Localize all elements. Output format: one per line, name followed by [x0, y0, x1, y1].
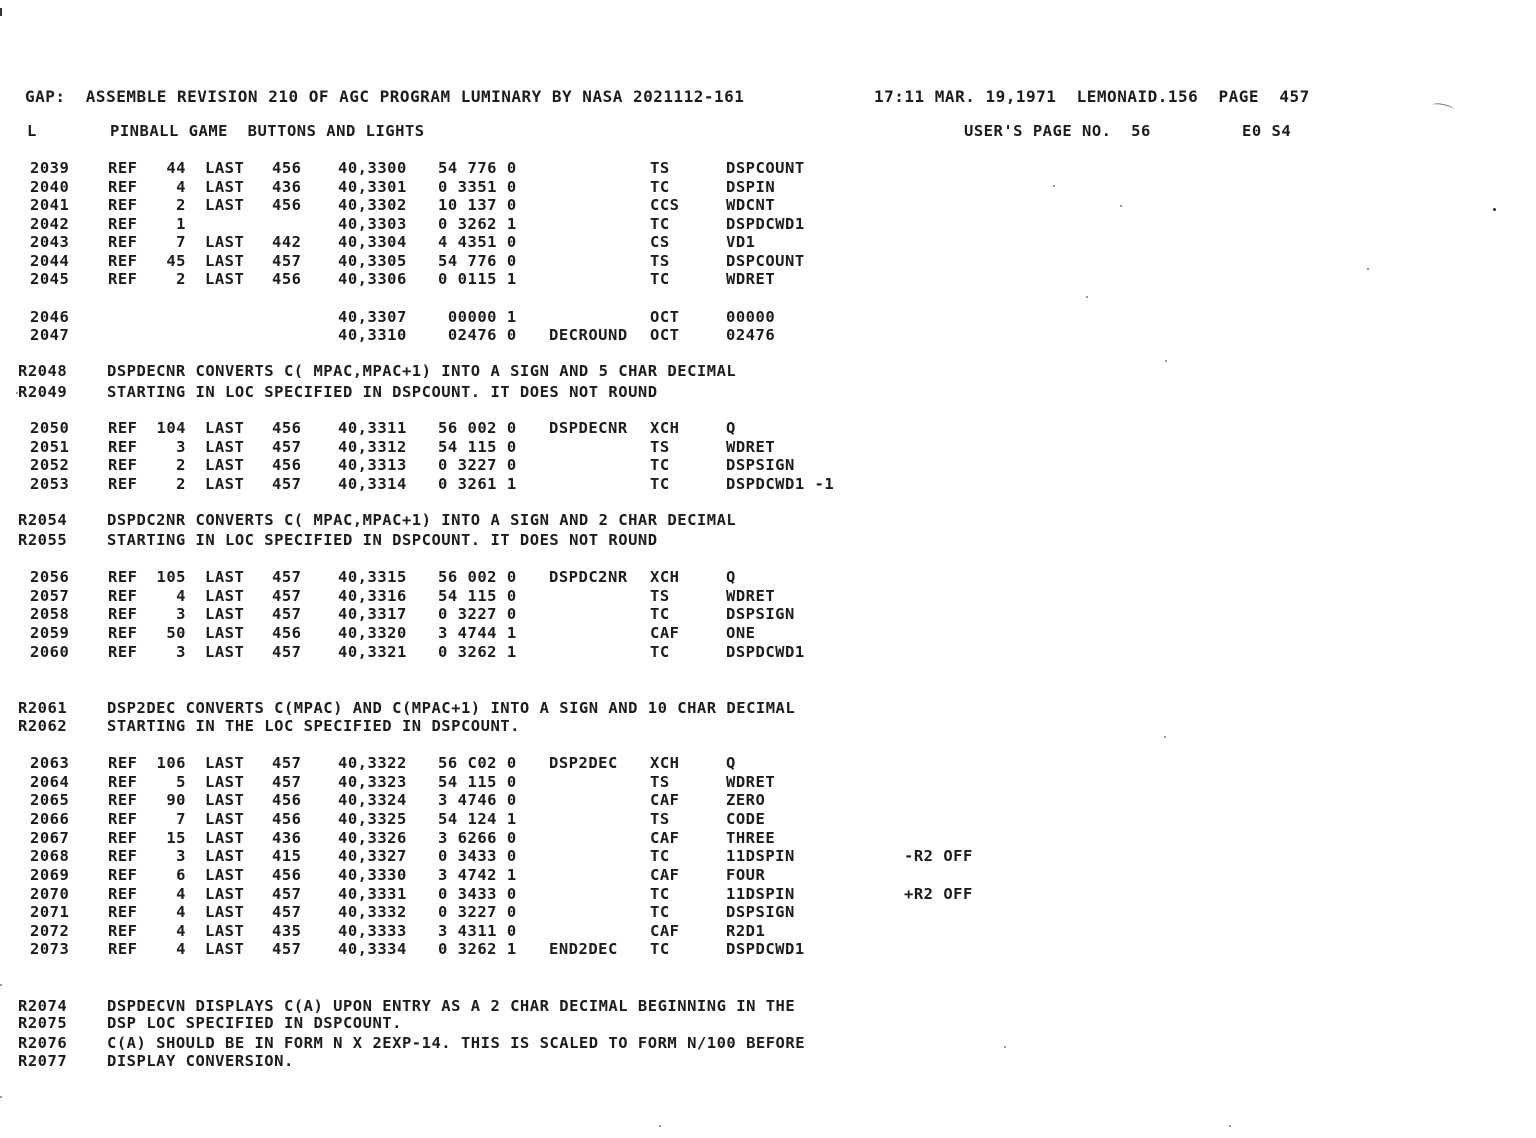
- header-section-title: PINBALL GAME BUTTONS AND LIGHTS: [110, 122, 425, 140]
- line-number: R2061: [18, 699, 68, 717]
- header-date-page: 17:11 MAR. 19,1971 LEMONAID.156 PAGE 457: [874, 87, 1310, 106]
- ref-count: 45: [166, 252, 186, 270]
- last-page: 456: [272, 196, 302, 214]
- ref-keyword: REF: [108, 196, 138, 214]
- line-number: 2056: [30, 568, 70, 586]
- octal-code: 0 3261 1: [438, 475, 517, 493]
- opcode: CAF: [650, 829, 680, 847]
- last-page: 457: [272, 252, 302, 270]
- last-page: 457: [272, 475, 302, 493]
- ref-keyword: REF: [108, 829, 138, 847]
- line-number: 2069: [30, 866, 70, 884]
- last-keyword: LAST: [205, 903, 245, 921]
- last-page: 456: [272, 159, 302, 177]
- octal-code: 54 124 1: [438, 810, 517, 828]
- line-number: 2042: [30, 215, 70, 233]
- operand: DSPDCWD1: [726, 643, 805, 661]
- last-page: 435: [272, 922, 302, 940]
- ref-keyword: REF: [108, 847, 138, 865]
- operand: DSPSIGN: [726, 605, 795, 623]
- opcode: TC: [650, 940, 670, 958]
- octal-code: 00000 1: [438, 308, 517, 326]
- last-keyword: LAST: [205, 866, 245, 884]
- octal-code: 56 002 0: [438, 419, 517, 437]
- ref-keyword: REF: [108, 270, 138, 288]
- line-number: R2054: [18, 511, 68, 529]
- address: 40,3333: [338, 922, 407, 940]
- last-page: 456: [272, 419, 302, 437]
- address: 40,3317: [338, 605, 407, 623]
- octal-code: 54 776 0: [438, 252, 517, 270]
- opcode: OCT: [650, 326, 680, 344]
- symbol-label: DECROUND: [549, 326, 628, 344]
- ref-count: 4: [176, 885, 186, 903]
- octal-code: 56 002 0: [438, 568, 517, 586]
- opcode: TC: [650, 215, 670, 233]
- last-keyword: LAST: [205, 791, 245, 809]
- ref-keyword: REF: [108, 159, 138, 177]
- last-keyword: LAST: [205, 847, 245, 865]
- line-number: 2043: [30, 233, 70, 251]
- operand: 11DSPIN: [726, 847, 795, 865]
- line-number: R2076: [18, 1034, 68, 1052]
- line-number: 2045: [30, 270, 70, 288]
- opcode: TC: [650, 605, 670, 623]
- operand: ONE: [726, 624, 756, 642]
- ref-count: 7: [176, 233, 186, 251]
- line-number: 2041: [30, 196, 70, 214]
- scan-speck: [1367, 268, 1369, 270]
- opcode: TC: [650, 475, 670, 493]
- operand: DSPSIGN: [726, 456, 795, 474]
- symbol-label: END2DEC: [549, 940, 618, 958]
- ref-keyword: REF: [108, 791, 138, 809]
- opcode: XCH: [650, 419, 680, 437]
- operand: WDRET: [726, 270, 776, 288]
- ref-keyword: REF: [108, 866, 138, 884]
- address: 40,3301: [338, 178, 407, 196]
- line-number: R2074: [18, 997, 68, 1015]
- operand: FOUR: [726, 866, 766, 884]
- scan-speck: [1229, 1125, 1231, 1127]
- last-page: 456: [272, 456, 302, 474]
- line-number: 2040: [30, 178, 70, 196]
- ref-keyword: REF: [108, 419, 138, 437]
- opcode: TC: [650, 903, 670, 921]
- address: 40,3330: [338, 866, 407, 884]
- ref-keyword: REF: [108, 475, 138, 493]
- last-page: 456: [272, 270, 302, 288]
- ref-keyword: REF: [108, 252, 138, 270]
- opcode: CAF: [650, 866, 680, 884]
- line-number: 2057: [30, 587, 70, 605]
- operand: Q: [726, 754, 736, 772]
- scan-speck: [1086, 296, 1088, 298]
- opcode: TS: [650, 773, 670, 791]
- ref-count: 3: [176, 438, 186, 456]
- opcode: CAF: [650, 922, 680, 940]
- ref-count: 3: [176, 605, 186, 623]
- octal-code: 0 3227 0: [438, 605, 517, 623]
- ref-count: 104: [156, 419, 186, 437]
- operand: Q: [726, 568, 736, 586]
- line-number: 2046: [30, 308, 70, 326]
- last-keyword: LAST: [205, 773, 245, 791]
- ref-keyword: REF: [108, 643, 138, 661]
- comment: +R2 OFF: [904, 885, 973, 903]
- last-page: 457: [272, 438, 302, 456]
- ref-count: 4: [176, 940, 186, 958]
- last-keyword: LAST: [205, 196, 245, 214]
- line-number: 2039: [30, 159, 70, 177]
- operand: WDRET: [726, 438, 776, 456]
- last-keyword: LAST: [205, 624, 245, 642]
- address: 40,3324: [338, 791, 407, 809]
- header-assembly-line: GAP: ASSEMBLE REVISION 210 OF AGC PROGRAM LUMINARY BY NASA 2021112-161: [25, 87, 745, 106]
- scan-speck: [1165, 360, 1167, 362]
- opcode: OCT: [650, 308, 680, 326]
- last-page: 456: [272, 624, 302, 642]
- ref-count: 4: [176, 587, 186, 605]
- scan-speck: [16, 392, 18, 394]
- opcode: TS: [650, 587, 670, 605]
- opcode: TS: [650, 159, 670, 177]
- ref-count: 2: [176, 456, 186, 474]
- line-number: R2048: [18, 362, 68, 380]
- ref-keyword: REF: [108, 624, 138, 642]
- octal-code: 0 3433 0: [438, 885, 517, 903]
- ref-keyword: REF: [108, 605, 138, 623]
- scan-speck: [1120, 205, 1122, 207]
- line-number: 2052: [30, 456, 70, 474]
- octal-code: 54 115 0: [438, 438, 517, 456]
- ref-count: 106: [156, 754, 186, 772]
- symbol-label: DSPDECNR: [549, 419, 628, 437]
- scan-speck: [659, 1125, 661, 1127]
- octal-code: 3 4744 1: [438, 624, 517, 642]
- remark-text: DSPDECNR CONVERTS C( MPAC,MPAC+1) INTO A SIGN AND 5 CHAR DECIMAL: [107, 362, 737, 380]
- ref-keyword: REF: [108, 940, 138, 958]
- last-page: 457: [272, 754, 302, 772]
- ref-count: 50: [166, 624, 186, 642]
- line-number: 2067: [30, 829, 70, 847]
- line-number: 2068: [30, 847, 70, 865]
- remark-text: STARTING IN LOC SPECIFIED IN DSPCOUNT. IT DOES NOT ROUND: [107, 531, 658, 549]
- octal-code: 54 776 0: [438, 159, 517, 177]
- opcode: CAF: [650, 624, 680, 642]
- line-number: 2070: [30, 885, 70, 903]
- octal-code: 0 3433 0: [438, 847, 517, 865]
- last-keyword: LAST: [205, 568, 245, 586]
- comment: -R2 OFF: [904, 847, 973, 865]
- octal-code: 4 4351 0: [438, 233, 517, 251]
- last-page: 456: [272, 791, 302, 809]
- octal-code: 54 115 0: [438, 587, 517, 605]
- ref-keyword: REF: [108, 903, 138, 921]
- ref-count: 2: [176, 196, 186, 214]
- last-keyword: LAST: [205, 159, 245, 177]
- operand: R2D1: [726, 922, 766, 940]
- last-keyword: LAST: [205, 605, 245, 623]
- opcode: TC: [650, 885, 670, 903]
- octal-code: 3 4311 0: [438, 922, 517, 940]
- header-user-page-number: USER'S PAGE NO. 56: [964, 122, 1151, 140]
- octal-code: 0 3262 1: [438, 643, 517, 661]
- line-number: 2060: [30, 643, 70, 661]
- opcode: CAF: [650, 791, 680, 809]
- header-page-code: E0 S4: [1242, 122, 1292, 140]
- ref-keyword: REF: [108, 754, 138, 772]
- symbol-label: DSPDC2NR: [549, 568, 628, 586]
- operand: DSPDCWD1 -1: [726, 475, 835, 493]
- line-number: 2044: [30, 252, 70, 270]
- last-keyword: LAST: [205, 922, 245, 940]
- operand: 00000: [726, 308, 776, 326]
- line-number: R2055: [18, 531, 68, 549]
- last-keyword: LAST: [205, 829, 245, 847]
- operand: WDRET: [726, 587, 776, 605]
- header-log-code: L: [27, 122, 37, 140]
- line-number: 2072: [30, 922, 70, 940]
- octal-code: 0 3227 0: [438, 456, 517, 474]
- operand: VD1: [726, 233, 756, 251]
- octal-code: 02476 0: [438, 326, 517, 344]
- scan-speck: [1004, 1046, 1006, 1048]
- opcode: TC: [650, 643, 670, 661]
- opcode: CCS: [650, 196, 680, 214]
- last-keyword: LAST: [205, 178, 245, 196]
- operand: ZERO: [726, 791, 766, 809]
- operand: WDCNT: [726, 196, 776, 214]
- last-keyword: LAST: [205, 419, 245, 437]
- address: 40,3305: [338, 252, 407, 270]
- ref-count: 6: [176, 866, 186, 884]
- page-edge-mark: [0, 8, 2, 16]
- opcode: TS: [650, 438, 670, 456]
- operand: WDRET: [726, 773, 776, 791]
- last-page: 457: [272, 568, 302, 586]
- line-number: R2049: [18, 383, 68, 401]
- address: 40,3303: [338, 215, 407, 233]
- remark-text: STARTING IN THE LOC SPECIFIED IN DSPCOUNT.: [107, 717, 520, 735]
- operand: 02476: [726, 326, 776, 344]
- last-page: 415: [272, 847, 302, 865]
- opcode: TC: [650, 847, 670, 865]
- last-page: 457: [272, 587, 302, 605]
- scan-speck: [1053, 185, 1055, 187]
- last-keyword: LAST: [205, 643, 245, 661]
- line-number: 2073: [30, 940, 70, 958]
- last-keyword: LAST: [205, 885, 245, 903]
- ref-keyword: REF: [108, 885, 138, 903]
- last-keyword: LAST: [205, 233, 245, 251]
- address: 40,3326: [338, 829, 407, 847]
- address: 40,3302: [338, 196, 407, 214]
- octal-code: 0 3351 0: [438, 178, 517, 196]
- symbol-label: DSP2DEC: [549, 754, 618, 772]
- operand: DSPDCWD1: [726, 215, 805, 233]
- line-number: 2064: [30, 773, 70, 791]
- last-keyword: LAST: [205, 252, 245, 270]
- octal-code: 0 3227 0: [438, 903, 517, 921]
- ref-count: 4: [176, 178, 186, 196]
- ref-count: 1: [176, 215, 186, 233]
- line-number: 2051: [30, 438, 70, 456]
- last-page: 457: [272, 903, 302, 921]
- address: 40,3316: [338, 587, 407, 605]
- octal-code: 3 4746 0: [438, 791, 517, 809]
- octal-code: 0 3262 1: [438, 940, 517, 958]
- line-number: 2059: [30, 624, 70, 642]
- last-page: 442: [272, 233, 302, 251]
- opcode: TS: [650, 252, 670, 270]
- last-keyword: LAST: [205, 456, 245, 474]
- scan-speck: [0, 984, 2, 986]
- line-number: 2071: [30, 903, 70, 921]
- operand: DSPDCWD1: [726, 940, 805, 958]
- remark-text: DSPDC2NR CONVERTS C( MPAC,MPAC+1) INTO A SIGN AND 2 CHAR DECIMAL: [107, 511, 737, 529]
- ref-count: 2: [176, 270, 186, 288]
- octal-code: 56 C02 0: [438, 754, 517, 772]
- scan-speck: [1493, 208, 1496, 211]
- last-page: 457: [272, 643, 302, 661]
- ref-keyword: REF: [108, 568, 138, 586]
- last-page: 457: [272, 885, 302, 903]
- line-number: R2077: [18, 1052, 68, 1070]
- address: 40,3306: [338, 270, 407, 288]
- last-page: 456: [272, 866, 302, 884]
- line-number: R2075: [18, 1014, 68, 1032]
- last-keyword: LAST: [205, 475, 245, 493]
- last-page: 457: [272, 773, 302, 791]
- address: 40,3314: [338, 475, 407, 493]
- address: 40,3310: [338, 326, 407, 344]
- operand: THREE: [726, 829, 776, 847]
- address: 40,3300: [338, 159, 407, 177]
- opcode: TC: [650, 456, 670, 474]
- last-keyword: LAST: [205, 270, 245, 288]
- opcode: TC: [650, 178, 670, 196]
- ref-count: 4: [176, 922, 186, 940]
- address: 40,3311: [338, 419, 407, 437]
- opcode: TC: [650, 270, 670, 288]
- last-keyword: LAST: [205, 438, 245, 456]
- address: 40,3331: [338, 885, 407, 903]
- line-number: 2063: [30, 754, 70, 772]
- line-number: 2047: [30, 326, 70, 344]
- ref-count: 3: [176, 847, 186, 865]
- remark-text: DSP LOC SPECIFIED IN DSPCOUNT.: [107, 1014, 402, 1032]
- opcode: TS: [650, 810, 670, 828]
- operand: Q: [726, 419, 736, 437]
- line-number: 2050: [30, 419, 70, 437]
- line-number: 2058: [30, 605, 70, 623]
- ref-keyword: REF: [108, 773, 138, 791]
- last-keyword: LAST: [205, 587, 245, 605]
- scan-speck: [0, 1096, 2, 1098]
- ref-keyword: REF: [108, 587, 138, 605]
- ref-keyword: REF: [108, 438, 138, 456]
- operand: DSPIN: [726, 178, 776, 196]
- address: 40,3320: [338, 624, 407, 642]
- ref-keyword: REF: [108, 810, 138, 828]
- address: 40,3327: [338, 847, 407, 865]
- ref-keyword: REF: [108, 456, 138, 474]
- ref-count: 105: [156, 568, 186, 586]
- line-number: 2066: [30, 810, 70, 828]
- last-page: 436: [272, 178, 302, 196]
- address: 40,3307: [338, 308, 407, 326]
- address: 40,3325: [338, 810, 407, 828]
- address: 40,3321: [338, 643, 407, 661]
- ref-count: 15: [166, 829, 186, 847]
- remark-text: STARTING IN LOC SPECIFIED IN DSPCOUNT. IT DOES NOT ROUND: [107, 383, 658, 401]
- octal-code: 10 137 0: [438, 196, 517, 214]
- address: 40,3322: [338, 754, 407, 772]
- operand: DSPSIGN: [726, 903, 795, 921]
- address: 40,3304: [338, 233, 407, 251]
- last-page: 436: [272, 829, 302, 847]
- last-page: 456: [272, 810, 302, 828]
- line-number: R2062: [18, 717, 68, 735]
- address: 40,3315: [338, 568, 407, 586]
- address: 40,3323: [338, 773, 407, 791]
- operand: 11DSPIN: [726, 885, 795, 903]
- last-keyword: LAST: [205, 940, 245, 958]
- scan-mark: [1432, 102, 1455, 113]
- address: 40,3332: [338, 903, 407, 921]
- ref-count: 5: [176, 773, 186, 791]
- operand: CODE: [726, 810, 766, 828]
- octal-code: 3 6266 0: [438, 829, 517, 847]
- last-page: 457: [272, 940, 302, 958]
- octal-code: 0 0115 1: [438, 270, 517, 288]
- last-keyword: LAST: [205, 810, 245, 828]
- ref-count: 44: [166, 159, 186, 177]
- octal-code: 3 4742 1: [438, 866, 517, 884]
- remark-text: C(A) SHOULD BE IN FORM N X 2EXP-14. THIS IS SCALED TO FORM N/100 BEFORE: [107, 1034, 806, 1052]
- ref-keyword: REF: [108, 215, 138, 233]
- octal-code: 54 115 0: [438, 773, 517, 791]
- opcode: XCH: [650, 754, 680, 772]
- remark-text: DSPDECVN DISPLAYS C(A) UPON ENTRY AS A 2 CHAR DECIMAL BEGINNING IN THE: [107, 997, 796, 1015]
- ref-count: 3: [176, 643, 186, 661]
- address: 40,3312: [338, 438, 407, 456]
- address: 40,3334: [338, 940, 407, 958]
- ref-count: 2: [176, 475, 186, 493]
- opcode: XCH: [650, 568, 680, 586]
- ref-count: 4: [176, 903, 186, 921]
- operand: DSPCOUNT: [726, 159, 805, 177]
- ref-keyword: REF: [108, 233, 138, 251]
- remark-text: DSP2DEC CONVERTS C(MPAC) AND C(MPAC+1) INTO A SIGN AND 10 CHAR DECIMAL: [107, 699, 796, 717]
- ref-keyword: REF: [108, 922, 138, 940]
- remark-text: DISPLAY CONVERSION.: [107, 1052, 294, 1070]
- scan-speck: [1164, 736, 1166, 738]
- line-number: 2053: [30, 475, 70, 493]
- address: 40,3313: [338, 456, 407, 474]
- opcode: CS: [650, 233, 670, 251]
- last-page: 457: [272, 605, 302, 623]
- ref-count: 90: [166, 791, 186, 809]
- ref-count: 7: [176, 810, 186, 828]
- ref-keyword: REF: [108, 178, 138, 196]
- operand: DSPCOUNT: [726, 252, 805, 270]
- octal-code: 0 3262 1: [438, 215, 517, 233]
- last-keyword: LAST: [205, 754, 245, 772]
- line-number: 2065: [30, 791, 70, 809]
